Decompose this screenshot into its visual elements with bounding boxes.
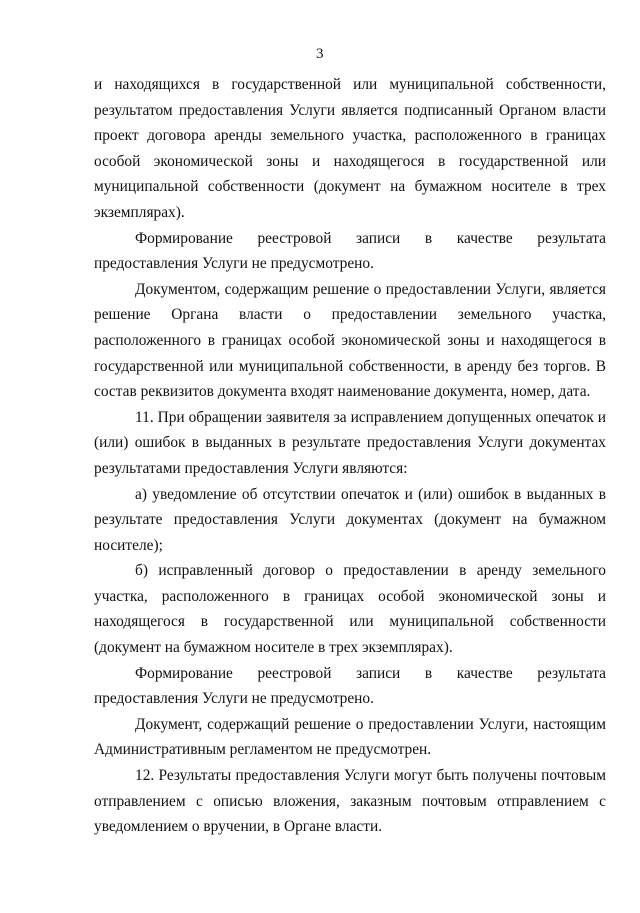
paragraph-continuation: и находящихся в государственной или муниципальной собственности, результатом предоставления Услуги является подписанный Органом власти проект договора аренды земельного участка, расположенного в границах особой экономической зоны и находящегося в государственной или муниципальной собственности (документ на бумажном носителе в трех экземплярах).	[94, 76, 606, 221]
paragraph-item-11-b: б) исправленный договор о предоставлении в аренду земельного участка, расположенного в границах особой экономической зоны и находящегося в государственной или муниципальной собственности (документ на бумажном носителе в трех экземплярах).	[94, 562, 606, 657]
paragraph-item-11: 11. При обращении заявителя за исправлением допущенных опечаток и (или) ошибок в выданных в результате предоставления Услуги документах результатами предоставления Услуги являются:	[94, 408, 606, 477]
page-number: 3	[316, 46, 324, 62]
paragraph-decision-not-provided: Документ, содержащий решение о предоставлении Услуги, настоящим Административным регламентом не предусмотрен.	[94, 715, 606, 759]
paragraph-registry-record-2: Формирование реестровой записи в качестве результата предоставления Услуги не предусмотрено.	[94, 664, 606, 708]
paragraph-registry-record-1: Формирование реестровой записи в качестве результата предоставления Услуги не предусмотрено.	[94, 229, 606, 273]
paragraph-item-11-a: а) уведомление об отсутствии опечаток и (или) ошибок в выданных в результате предоставления Услуги документах (документ на бумажном носителе);	[94, 485, 606, 554]
document-body	[94, 72, 606, 840]
paragraph-item-12: 12. Результаты предоставления Услуги могут быть получены почтовым отправлением с описью вложения, заказным почтовым отправлением с уведомлением о вручении, в Органе власти.	[94, 767, 606, 836]
paragraph-decision-document: Документом, содержащим решение о предоставлении Услуги, является решение Органа власти о предоставлении земельного участка, расположенного в границах особой экономической зоны и находящегося в государственной или муниципальной собственности, в аренду без торгов. В состав реквизитов документа входят наименование документа, номер, дата.	[94, 280, 606, 401]
